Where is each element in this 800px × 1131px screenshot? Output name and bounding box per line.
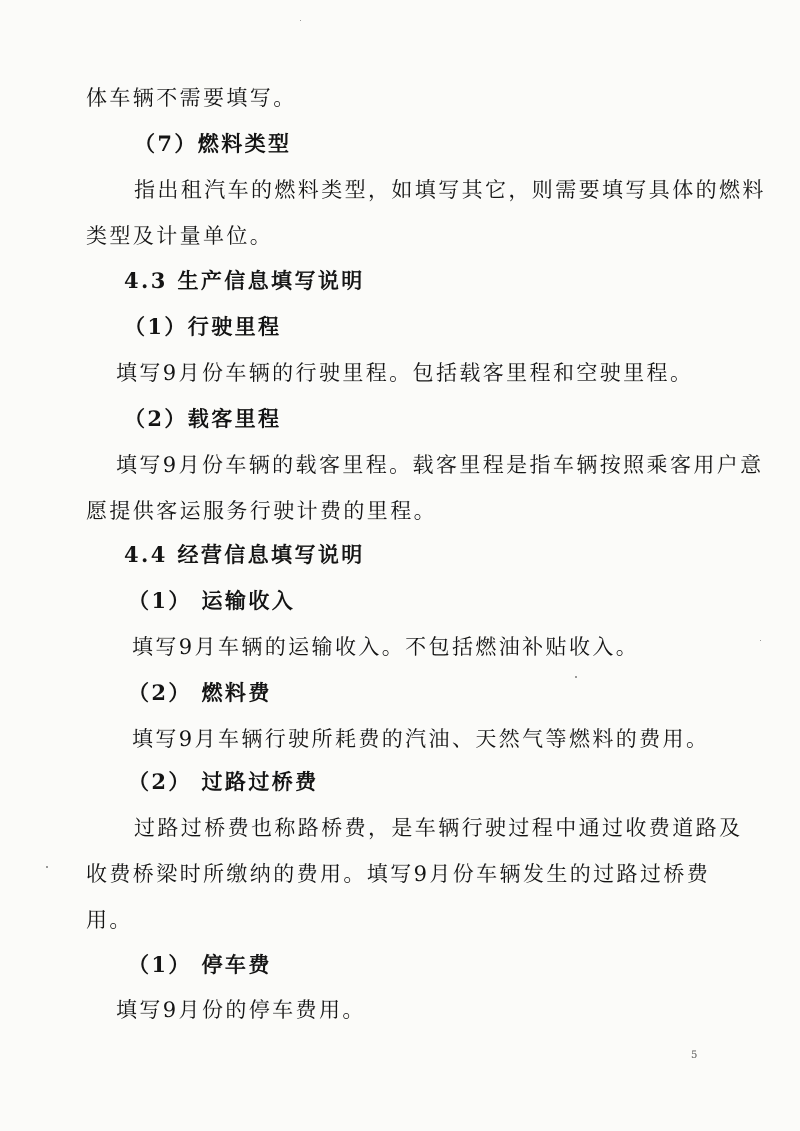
scan-speck <box>760 640 761 641</box>
scan-speck <box>300 20 301 21</box>
heading-driving-mileage: （1）行驶里程 <box>124 314 282 339</box>
section-heading-4-3: 4.3 生产信息填写说明 <box>124 268 365 293</box>
paragraph-fuel-type-1: 指出租汽车的燃料类型，如填写其它，则需要填写具体的燃料 <box>134 178 766 202</box>
heading-fuel-cost: （2） 燃料费 <box>128 680 272 705</box>
heading-transport-income: （1） 运输收入 <box>128 588 296 613</box>
scan-speck <box>575 676 577 678</box>
heading-toll-fees: （2） 过路过桥费 <box>128 769 319 794</box>
paragraph-toll-fees-2: 收费桥梁时所缴纳的费用。填写9月份车辆发生的过路过桥费 <box>86 862 711 886</box>
paragraph-fuel-type-2: 类型及计量单位。 <box>86 224 274 248</box>
heading-passenger-mileage: （2）载客里程 <box>124 406 282 431</box>
page-number: 5 <box>691 1050 698 1061</box>
heading-parking-fee: （1） 停车费 <box>128 952 272 977</box>
heading-fuel-type: （7）燃料类型 <box>134 131 292 156</box>
paragraph-parking-fee: 填写9月份的停车费用。 <box>116 998 366 1022</box>
section-heading-4-4: 4.4 经营信息填写说明 <box>124 542 365 567</box>
paragraph-fuel-cost: 填写9月车辆行驶所耗费的汽油、天然气等燃料的费用。 <box>132 727 710 751</box>
paragraph-continuation: 体车辆不需要填写。 <box>86 86 297 110</box>
paragraph-toll-fees-3: 用。 <box>86 908 133 932</box>
paragraph-passenger-mileage-1: 填写9月份车辆的载客里程。载客里程是指车辆按照乘客用户意 <box>116 453 764 477</box>
paragraph-toll-fees-1: 过路过桥费也称路桥费，是车辆行驶过程中通过收费道路及 <box>134 816 743 840</box>
scan-speck <box>46 866 48 868</box>
paragraph-transport-income: 填写9月车辆的运输收入。不包括燃油补贴收入。 <box>132 635 640 659</box>
paragraph-driving-mileage: 填写9月份车辆的行驶里程。包括载客里程和空驶里程。 <box>116 361 694 385</box>
paragraph-passenger-mileage-2: 愿提供客运服务行驶计费的里程。 <box>86 499 437 523</box>
